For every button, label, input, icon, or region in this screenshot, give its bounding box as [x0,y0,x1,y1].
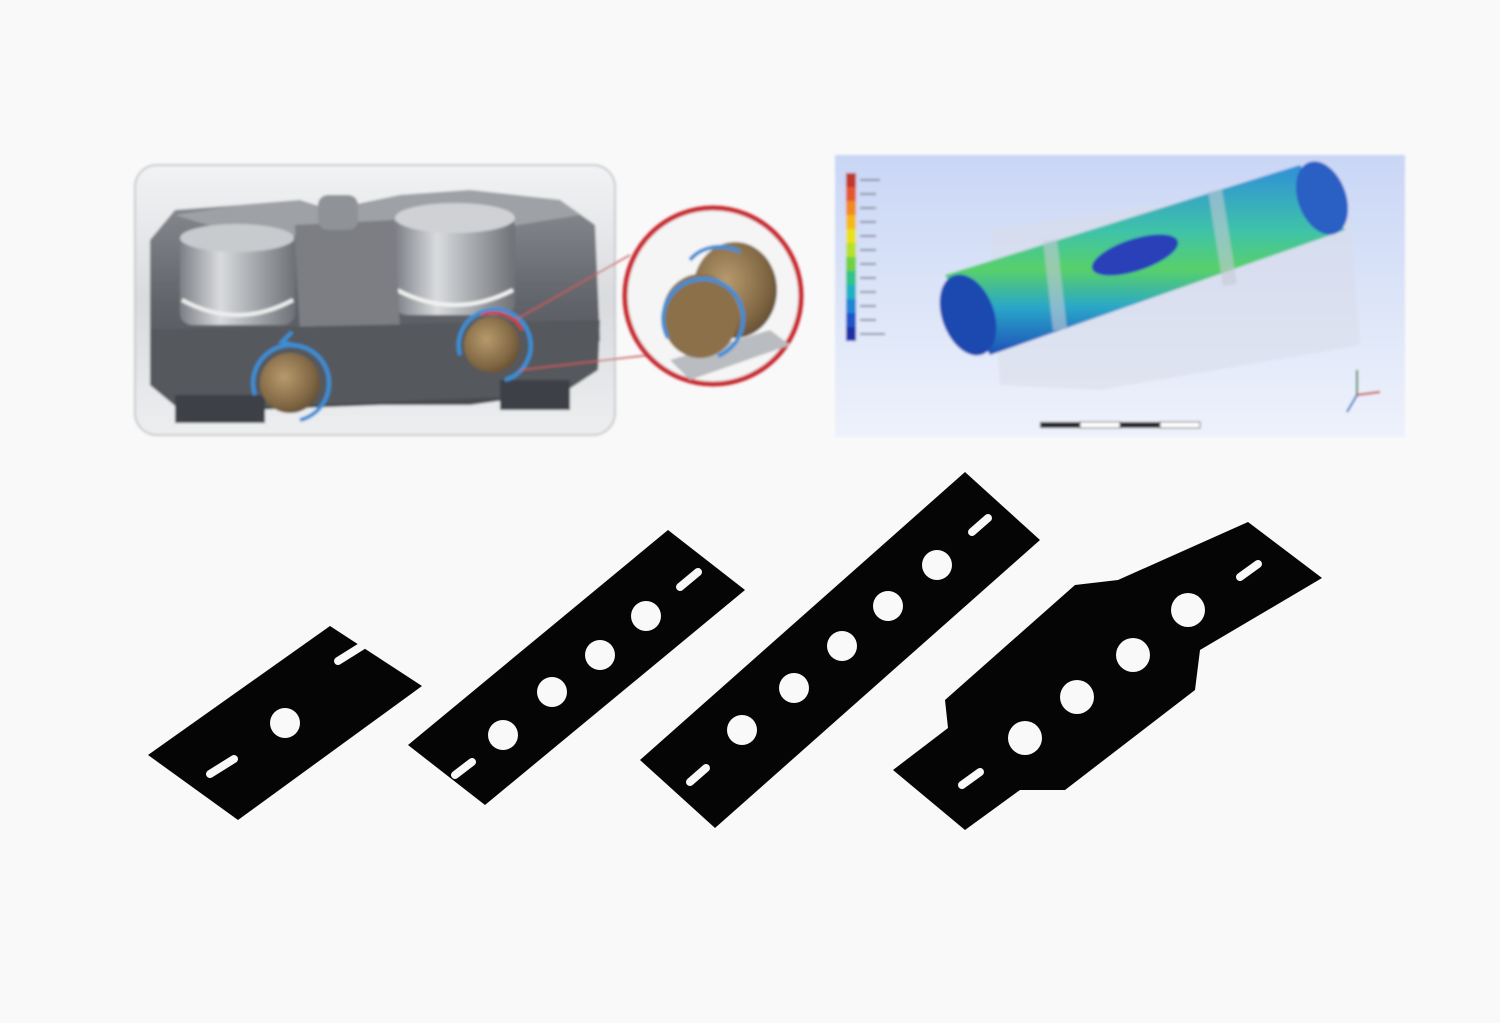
left-roller [180,224,295,325]
callout-zoom [625,208,801,384]
right-roller [395,203,515,315]
assembly-panel [135,165,650,435]
scale-bar [1040,422,1200,428]
fea-panel [835,154,1405,437]
plate-short [148,626,422,820]
plates-row [148,472,1322,830]
